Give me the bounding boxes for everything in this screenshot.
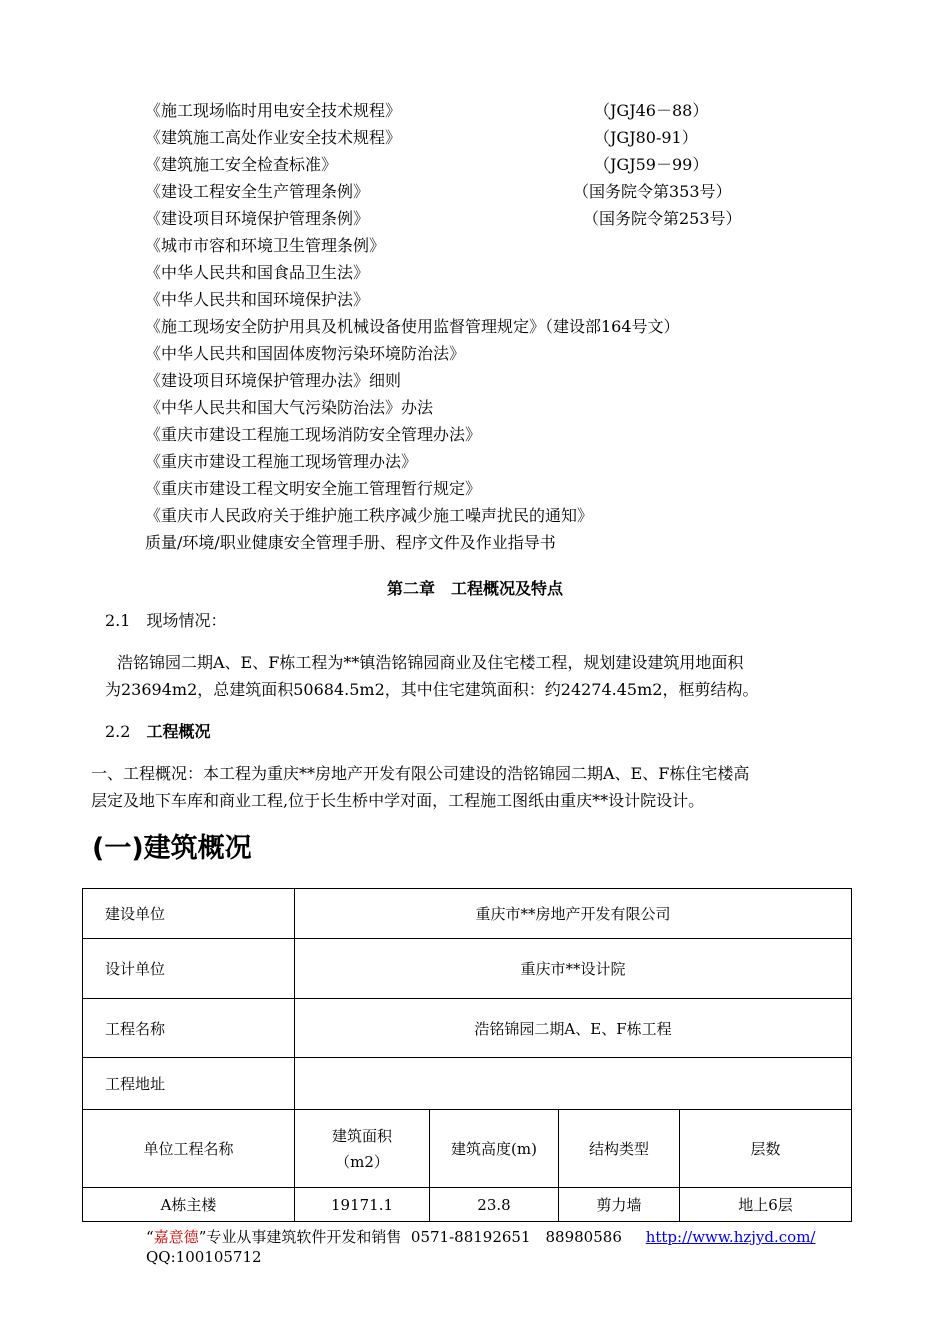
regulation-item [145,287,369,313]
footer-qq: QQ:100105712 [146,1248,262,1266]
page-footer [146,1227,815,1267]
regulation-code: （JGJ80-91） [594,128,698,147]
regulation-code: （JGJ46－88） [594,101,709,120]
regulation-item [145,125,698,151]
table-cell: 剪力墙 [559,1188,680,1222]
regulation-item [145,476,481,502]
chapter-title: 第二章 工程概况及特点 [386,579,563,598]
section-2-2-heading [105,719,210,745]
row-label: 工程名称 [83,999,295,1058]
table-row [83,999,852,1058]
table-header-row [83,1110,852,1188]
footer-phones: 0571-88192651 88980586 [410,1228,622,1246]
section-2-2-paragraph-line: 层定及地下车库和商业工程,位于长生桥中学对面，工程施工图纸由重庆**设计院设计。 [91,791,705,810]
regulation-item [145,206,742,232]
regulation-title: 《重庆市建设工程施工现场消防安全管理办法》 [145,425,482,444]
section-2-2-paragraph-line: 一、工程概况：本工程为重庆**房地产开发有限公司建设的浩铭锦园二期A、E、F栋住宅楼高 [91,764,750,783]
footer-website-link[interactable]: http://www.hzjyd.com/ [645,1228,816,1246]
regulation-title: 《建筑施工安全检查标准》 [145,155,338,174]
regulation-title: 《建设项目环境保护管理条例》 [145,209,370,228]
table-row [83,1188,852,1222]
regulation-item [145,233,385,259]
regulation-code: （国务院令第253号） [583,209,742,228]
regulation-title: 《中华人民共和国环境保护法》 [145,290,370,309]
row-label: 设计单位 [83,939,295,999]
section-title: 工程概况 [146,722,211,741]
column-header: 建筑高度(m) [430,1110,559,1188]
regulation-title: 《建筑施工高处作业安全技术规程》 [145,128,402,147]
footer-quote-close: ” [198,1228,207,1246]
regulation-item [145,530,556,556]
column-header: 层数 [680,1110,852,1188]
row-value: 重庆市**房地产开发有限公司 [295,889,852,939]
table-cell: A栋主楼 [83,1188,295,1222]
row-value [295,1058,852,1110]
row-value: 重庆市**设计院 [295,939,852,999]
regulation-item [145,449,417,475]
regulation-item [145,503,593,529]
table-row [83,889,852,939]
regulation-title: 《中华人民共和国大气污染防治法》办法 [145,398,434,417]
column-header: 单位工程名称 [83,1110,295,1188]
section-2-1-heading: 2.1 现场情况： [105,611,227,630]
row-label: 建设单位 [83,889,295,939]
regulation-title: 《重庆市人民政府关于维护施工秩序减少施工噪声扰民的通知》 [145,506,594,525]
regulation-code: （JGJ59－99） [594,155,709,174]
regulation-title: 《建设工程安全生产管理条例》 [145,182,370,201]
table-cell: 地上6层 [680,1188,852,1222]
regulation-title: 《重庆市建设工程施工现场管理办法》 [145,452,418,471]
regulation-item [145,260,369,286]
row-label: 工程地址 [83,1058,295,1110]
table-cell: 23.8 [430,1188,559,1222]
footer-line [146,1227,815,1247]
column-header: 结构类型 [559,1110,680,1188]
regulation-title: 《施工现场安全防护用具及机械设备使用监督管理规定》（建设部164号文） [145,317,680,336]
row-value: 浩铭锦园二期A、E、F栋工程 [295,999,852,1058]
regulation-item [145,422,481,448]
regulation-item [145,395,433,421]
regulation-title: 《重庆市建设工程文明安全施工管理暂行规定》 [145,479,482,498]
regulation-item [145,152,709,178]
regulation-code: （国务院令第353号） [573,182,732,201]
column-header: 建筑面积 （m2） [295,1110,430,1188]
regulation-title: 《施工现场临时用电安全技术规程》 [145,101,402,120]
regulation-item [145,314,680,340]
table-cell: 19171.1 [295,1188,430,1222]
building-overview-heading: (一)建筑概况 [92,833,252,864]
footer-quote-open: “ [146,1228,154,1246]
section-2-1-paragraph-line: 为23694m2，总建筑面积50684.5m2，其中住宅建筑面积：约24274.45m2，框剪结构。 [105,680,759,699]
regulation-item [145,368,401,394]
regulation-item [145,98,709,124]
regulation-title: 《城市市容和环境卫生管理条例》 [145,236,386,255]
section-2-1-paragraph-line: 浩铭锦园二期A、E、F栋工程为**镇浩铭锦园商业及住宅楼工程，规划建设建筑用地面积 [117,653,744,672]
regulation-item [145,341,465,367]
regulation-title: 《中华人民共和国固体废物污染环境防治法》 [145,344,466,363]
table-row [83,939,852,999]
footer-brand: 嘉意德 [153,1228,199,1246]
regulation-title: 《中华人民共和国食品卫生法》 [145,263,370,282]
regulation-title: 质量/环境/职业健康安全管理手册、程序文件及作业指导书 [145,533,556,552]
regulation-title: 《建设项目环境保护管理办法》细则 [145,371,402,390]
footer-description: 专业从事建筑软件开发和销售 [206,1228,402,1246]
table-row [83,1058,852,1110]
section-number: 2.2 [105,722,147,741]
building-info-table [82,888,852,1222]
regulation-item [145,179,732,205]
